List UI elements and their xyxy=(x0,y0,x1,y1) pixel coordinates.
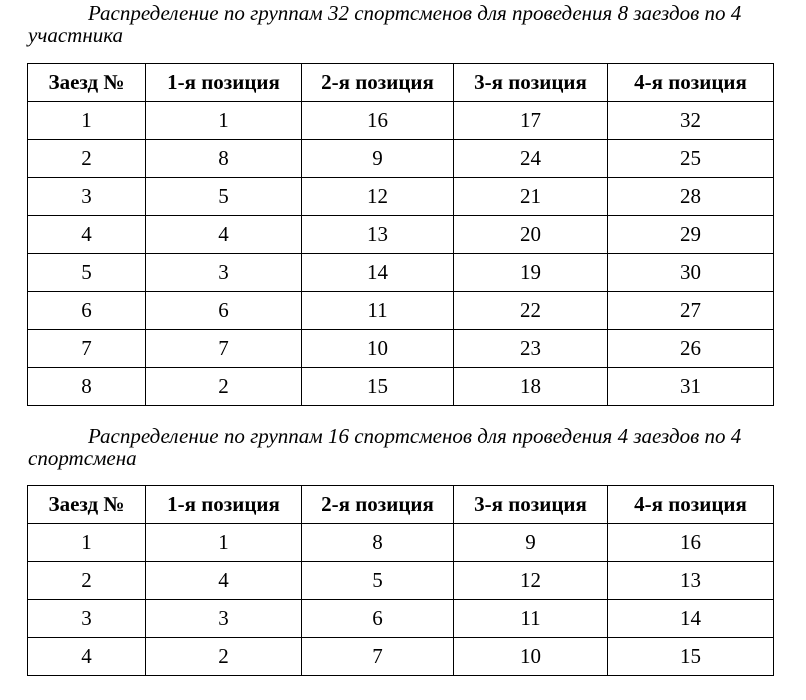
cell-position-4: 31 xyxy=(608,368,774,406)
cell-position-1: 6 xyxy=(146,292,302,330)
cell-heat-number: 7 xyxy=(28,330,146,368)
cell-position-2: 14 xyxy=(302,254,454,292)
cell-position-1: 2 xyxy=(146,638,302,676)
table-row xyxy=(28,254,774,292)
cell-heat-number: 2 xyxy=(28,562,146,600)
cell-position-1: 4 xyxy=(146,562,302,600)
cell-position-4: 13 xyxy=(608,562,774,600)
header-position-3: 3-я позиция xyxy=(454,64,608,102)
cell-position-3: 18 xyxy=(454,368,608,406)
cell-position-4: 26 xyxy=(608,330,774,368)
cell-position-2: 15 xyxy=(302,368,454,406)
cell-heat-number: 2 xyxy=(28,140,146,178)
table-row xyxy=(28,178,774,216)
cell-position-1: 2 xyxy=(146,368,302,406)
cell-position-4: 27 xyxy=(608,292,774,330)
cell-position-4: 32 xyxy=(608,102,774,140)
header-position-3: 3-я позиция xyxy=(454,486,608,524)
table-row xyxy=(28,292,774,330)
cell-position-4: 15 xyxy=(608,638,774,676)
cell-heat-number: 4 xyxy=(28,216,146,254)
cell-heat-number: 1 xyxy=(28,102,146,140)
cell-heat-number: 3 xyxy=(28,600,146,638)
cell-position-4: 16 xyxy=(608,524,774,562)
cell-heat-number: 6 xyxy=(28,292,146,330)
cell-position-4: 14 xyxy=(608,600,774,638)
cell-position-3: 9 xyxy=(454,524,608,562)
cell-position-2: 8 xyxy=(302,524,454,562)
cell-position-3: 11 xyxy=(454,600,608,638)
cell-position-1: 1 xyxy=(146,524,302,562)
cell-position-2: 13 xyxy=(302,216,454,254)
cell-heat-number: 4 xyxy=(28,638,146,676)
cell-position-1: 7 xyxy=(146,330,302,368)
table-row xyxy=(28,140,774,178)
cell-position-2: 5 xyxy=(302,562,454,600)
header-position-4: 4-я позиция xyxy=(608,486,774,524)
cell-heat-number: 3 xyxy=(28,178,146,216)
cell-position-1: 3 xyxy=(146,254,302,292)
cell-position-1: 5 xyxy=(146,178,302,216)
cell-position-3: 20 xyxy=(454,216,608,254)
cell-position-3: 12 xyxy=(454,562,608,600)
cell-position-2: 12 xyxy=(302,178,454,216)
table-row xyxy=(28,368,774,406)
table-body xyxy=(28,102,774,406)
table-row xyxy=(28,562,774,600)
cell-position-3: 19 xyxy=(454,254,608,292)
table-row xyxy=(28,600,774,638)
cell-position-2: 10 xyxy=(302,330,454,368)
table-header-row xyxy=(28,486,774,524)
table-1-caption: Распределение по группам 32 спортсменов для проведения 8 заездов по 4 участника xyxy=(28,1,742,47)
cell-heat-number: 8 xyxy=(28,368,146,406)
header-heat-number: Заезд № xyxy=(28,486,146,524)
cell-position-3: 21 xyxy=(454,178,608,216)
table-row xyxy=(28,638,774,676)
table-row xyxy=(28,524,774,562)
cell-position-4: 29 xyxy=(608,216,774,254)
cell-position-3: 22 xyxy=(454,292,608,330)
header-position-2: 2-я позиция xyxy=(302,64,454,102)
table-body xyxy=(28,524,774,676)
cell-position-2: 6 xyxy=(302,600,454,638)
cell-position-3: 17 xyxy=(454,102,608,140)
header-position-2: 2-я позиция xyxy=(302,486,454,524)
cell-heat-number: 1 xyxy=(28,524,146,562)
table-row xyxy=(28,330,774,368)
table-2-caption: Распределение по группам 16 спортсменов для проведения 4 заездов по 4 спортсмена xyxy=(28,424,742,470)
cell-position-3: 10 xyxy=(454,638,608,676)
cell-position-4: 25 xyxy=(608,140,774,178)
table-header-row xyxy=(28,64,774,102)
header-heat-number: Заезд № xyxy=(28,64,146,102)
cell-position-1: 4 xyxy=(146,216,302,254)
distribution-table-32 xyxy=(27,63,774,406)
cell-position-2: 11 xyxy=(302,292,454,330)
table-row xyxy=(28,102,774,140)
cell-position-3: 24 xyxy=(454,140,608,178)
header-position-1: 1-я позиция xyxy=(146,486,302,524)
header-position-4: 4-я позиция xyxy=(608,64,774,102)
table-row xyxy=(28,216,774,254)
cell-position-4: 30 xyxy=(608,254,774,292)
cell-position-4: 28 xyxy=(608,178,774,216)
cell-position-1: 8 xyxy=(146,140,302,178)
cell-position-2: 7 xyxy=(302,638,454,676)
cell-position-3: 23 xyxy=(454,330,608,368)
distribution-table-16 xyxy=(27,485,774,676)
cell-heat-number: 5 xyxy=(28,254,146,292)
header-position-1: 1-я позиция xyxy=(146,64,302,102)
cell-position-2: 9 xyxy=(302,140,454,178)
cell-position-1: 3 xyxy=(146,600,302,638)
cell-position-1: 1 xyxy=(146,102,302,140)
cell-position-2: 16 xyxy=(302,102,454,140)
